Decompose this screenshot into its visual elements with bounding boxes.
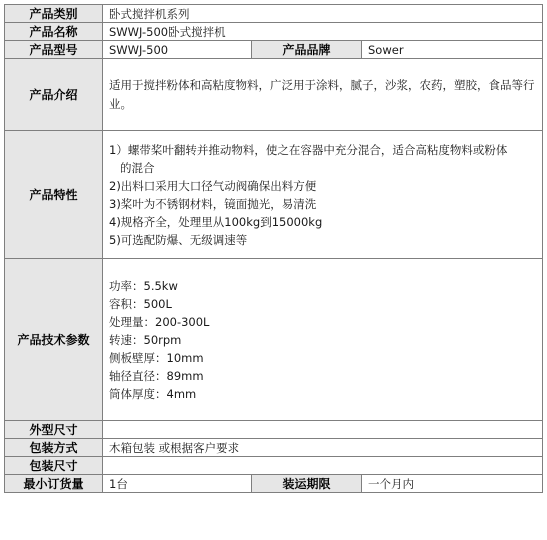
feature-item: 1）螺带桨叶翻转并推动物料，使之在容器中充分混合，适合高粘度物料或粉体 [109,142,508,157]
row-model [5,41,543,59]
tech-label: 产品技术参数 [5,259,103,421]
tech-item: 容积：500L [109,296,172,311]
pack-size-label: 包装尺寸 [5,457,103,475]
moq-label: 最小订货量 [5,475,103,493]
row-name [5,23,543,41]
intro-label: 产品介绍 [5,59,103,131]
feature-item: 5)可选配防爆、无级调速等 [109,232,248,247]
feature-item: 3)桨叶为不锈钢材料，镜面抛光，易清洗 [109,196,317,211]
row-packing [5,439,543,457]
feature-item: 的混合 [120,160,155,175]
row-intro [5,59,543,131]
category-value: 卧式搅拌机系列 [103,5,543,23]
row-dimensions [5,421,543,439]
name-value: SWWJ-500卧式搅拌机 [103,23,543,41]
tech-item: 轴径直径：89mm [109,368,204,383]
name-label: 产品名称 [5,23,103,41]
tech-item: 转速：50rpm [109,332,182,347]
tech-item: 侧板壁厚：10mm [109,350,204,365]
tech-item: 处理量：200-300L [109,314,210,329]
row-category [5,5,543,23]
brand-value: Sower [362,41,543,59]
row-features [5,131,543,259]
model-value: SWWJ-500 [103,41,252,59]
category-label: 产品类别 [5,5,103,23]
feature-item: 4)规格齐全，处理里从100kg到15000kg [109,214,323,229]
tech-item: 功率：5.5kw [109,278,178,293]
delivery-value: 一个月内 [362,475,543,493]
row-pack-size [5,457,543,475]
tech-list [103,259,543,421]
dimensions-label: 外型尺寸 [5,421,103,439]
row-tech [5,259,543,421]
tech-item: 筒体厚度：4mm [109,386,197,401]
moq-value: 1台 [103,475,252,493]
row-moq [5,475,543,493]
pack-size-value [103,457,543,475]
features-list [103,131,543,259]
delivery-label: 装运期限 [252,475,362,493]
features-label: 产品特性 [5,131,103,259]
feature-item: 2)出料口采用大口径气动阀确保出料方便 [109,178,317,193]
dimensions-value [103,421,543,439]
packing-label: 包装方式 [5,439,103,457]
packing-value: 木箱包装 或根据客户要求 [103,439,543,457]
brand-label: 产品品牌 [252,41,362,59]
product-spec-table [4,4,543,493]
intro-value: 适用于搅拌粉体和高粘度物料，广泛用于涂料，腻子，沙浆，农药，塑胶，食品等行业。 [103,59,543,131]
model-label: 产品型号 [5,41,103,59]
